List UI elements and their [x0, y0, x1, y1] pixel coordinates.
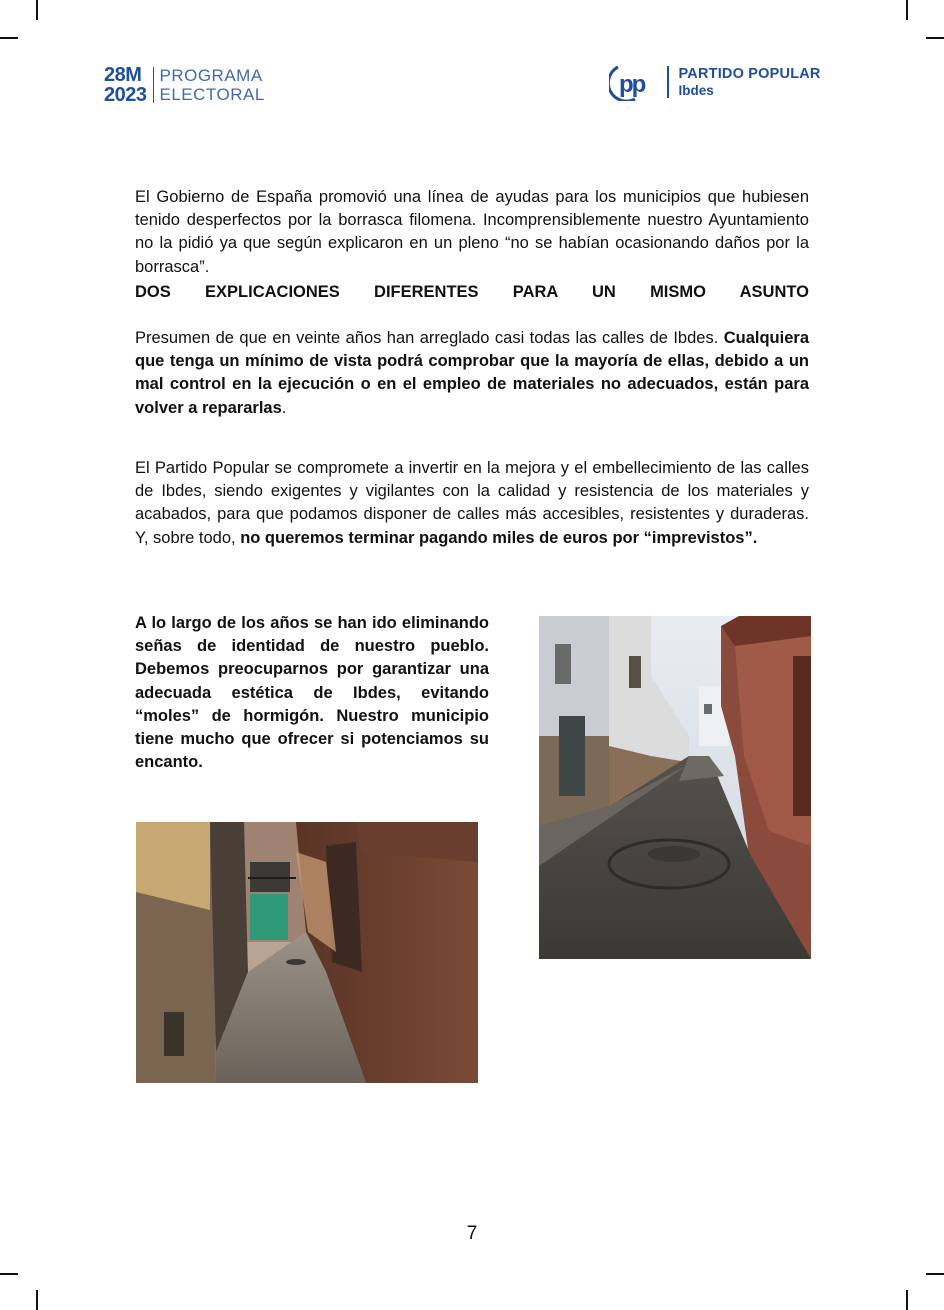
- crop-mark: [926, 1273, 944, 1275]
- svg-text:pp: pp: [619, 71, 645, 98]
- paragraph-commitment-bold: no queremos terminar pagando miles de euros por “imprevistos”.: [240, 528, 758, 547]
- campaign-title-line1: PROGRAMA: [159, 66, 263, 85]
- paragraph-streets-end: .: [281, 398, 287, 417]
- crop-mark: [0, 37, 18, 39]
- campaign-title-line2: ELECTORAL: [159, 85, 265, 104]
- party-logo: [609, 62, 821, 102]
- crop-mark: [36, 0, 38, 20]
- crop-mark: [0, 1273, 18, 1275]
- party-logo-divider: [667, 66, 669, 98]
- street-image-right: [539, 616, 811, 959]
- campaign-date-line2: 2023: [104, 84, 147, 106]
- crop-mark: [906, 0, 908, 20]
- logo-divider: [153, 67, 154, 103]
- street-photo-left: [136, 822, 478, 1083]
- campaign-date: [104, 65, 147, 105]
- crop-mark: [36, 1290, 38, 1310]
- street-image-left: [136, 822, 478, 1083]
- paragraph-streets-bold: Cualquiera que tenga un mínimo de vista podrá comprobar que la mayoría de ellas, debido a un mal control en la ejecución o en el empleo de materiales no adecuados, están para volver a repararlas: [135, 329, 809, 417]
- party-location: Ibdes: [678, 83, 714, 98]
- paragraph-streets: [135, 327, 809, 420]
- paragraph-streets-text: Presumen de que en veinte años han arreglado casi todas las calles de Ibdes.: [135, 329, 724, 347]
- paragraph-commitment: [135, 457, 809, 550]
- party-name: PARTIDO POPULAR: [678, 66, 821, 82]
- page-number: 7: [466, 1223, 478, 1244]
- campaign-logo: [104, 64, 265, 106]
- crop-mark: [906, 1290, 908, 1310]
- street-photo-right: [539, 616, 811, 959]
- pp-logo-icon: [609, 63, 659, 101]
- campaign-date-line1: 28M: [104, 64, 142, 86]
- paragraph-storm-aid: El Gobierno de España promovió una línea de ayudas para los municipios que hubiesen tenido desperfectos por la borrasca filomena. Incomprensiblemente nuestro Ayuntamiento no la pidió ya que según explicaron en un pleno “no se habían ocasionando daños por la borrasca”.: [135, 188, 809, 276]
- crop-mark: [926, 37, 944, 39]
- section-heading: DOS EXPLICACIONES DIFERENTES PARA UN MISMO ASUNTO: [135, 283, 809, 301]
- paragraph-commitment-text: El Partido Popular se compromete a invertir en la mejora y el embellecimiento de las calles de Ibdes, siendo exigentes y vigilantes con la calidad y resistencia de los materiales y acabados, para que podamos disponer de calles más accesibles, resistentes y duraderas. Y, sobre todo,: [135, 459, 809, 547]
- campaign-title: [160, 66, 265, 104]
- paragraph-identity: A lo largo de los años se han ido eliminando señas de identidad de nuestro pueblo. Debemos preocuparnos por garantizar una adecuada estética de Ibdes, evitando “moles” de hormigón. Nuestro municipio tiene mucho que ofrecer si potenciamos su encanto.: [135, 614, 489, 772]
